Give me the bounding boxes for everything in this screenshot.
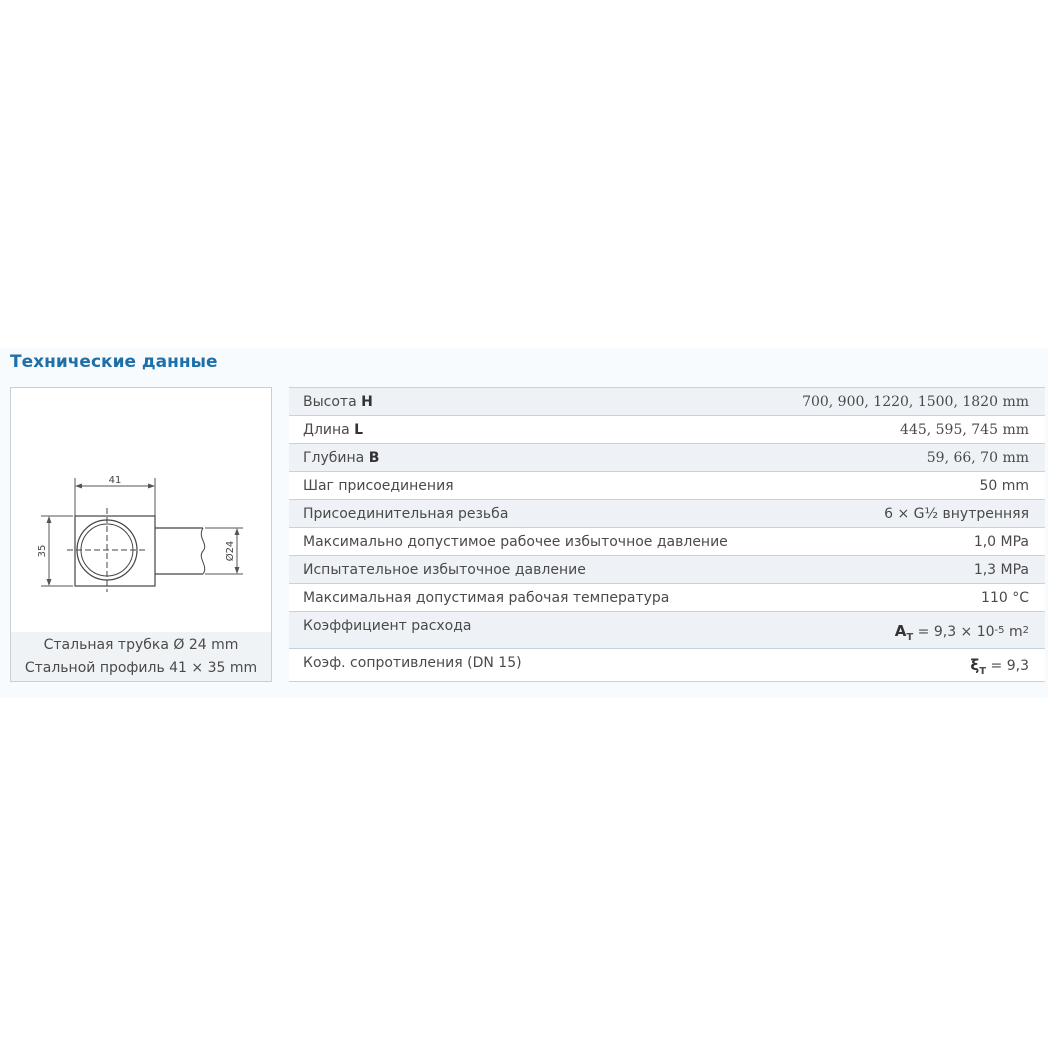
caption-tube: Стальная трубка Ø 24 mm	[43, 637, 239, 653]
spec-label: Коэффициент расхода	[303, 618, 472, 634]
caption-profile: Стальной профиль 41 × 35 mm	[24, 660, 258, 676]
spec-row-max-pressure	[289, 528, 1045, 556]
dim-height-arrow-top	[47, 516, 52, 523]
spec-value: 50 mm	[979, 478, 1029, 494]
spec-label: Присоединительная резьба	[303, 506, 509, 522]
spec-label: Максимально допустимое рабочее избыточное давление	[303, 534, 728, 550]
flow-symbol-sub: T	[906, 632, 914, 643]
profile-caption	[11, 632, 271, 681]
spec-row-height	[289, 388, 1045, 416]
spec-value: 110 °C	[981, 590, 1029, 606]
spec-value: 445, 595, 745 mm	[900, 422, 1029, 438]
spec-value: 1,0 MPa	[973, 534, 1029, 550]
tube-break-line	[201, 528, 204, 574]
spec-table	[289, 387, 1045, 682]
spec-value: 6 × G½ внутренняя	[884, 506, 1029, 522]
dim-height-label: 35	[37, 544, 48, 558]
dim-diameter-arrow-top	[235, 528, 240, 535]
spec-label: Максимальная допустимая рабочая температура	[303, 590, 670, 606]
spec-value: 1,3 MPa	[973, 562, 1029, 578]
dim-diameter-label: Ø24	[225, 540, 236, 562]
spec-symbol: H	[361, 394, 373, 410]
spec-value: $A_T = 9,3 \times 10^{-5}$ $m^2$	[894, 622, 1029, 643]
dim-width-arrow-left	[75, 484, 82, 489]
spec-label: Коэф. сопротивления (DN 15)	[303, 655, 522, 671]
spec-row-pitch	[289, 472, 1045, 500]
flow-exponent: -5	[994, 625, 1005, 636]
spec-value: 700, 900, 1220, 1500, 1820 mm	[802, 394, 1029, 410]
spec-label: Высота H	[303, 394, 373, 410]
dim-height-arrow-bottom	[47, 579, 52, 586]
dim-diameter-arrow-bottom	[235, 567, 240, 574]
spec-row-test-pressure	[289, 556, 1045, 584]
spec-row-resistance	[289, 649, 1045, 682]
spec-label: Глубина B	[303, 450, 380, 466]
spec-row-max-temp	[289, 584, 1045, 612]
spec-value: 59, 66, 70 mm	[926, 450, 1029, 466]
spec-label: Длина L	[303, 422, 364, 438]
spec-value: $\xi_T = 9,3$	[970, 656, 1029, 677]
resist-symbol: ξ	[970, 656, 980, 674]
spec-label: Испытательное избыточное давление	[303, 562, 586, 578]
spec-row-thread	[289, 500, 1045, 528]
spec-row-flow-coefficient	[289, 612, 1045, 649]
spec-row-depth	[289, 444, 1045, 472]
flow-unit-exponent: 2	[1022, 625, 1029, 636]
flow-symbol: A	[894, 622, 907, 640]
section-title: Технические данные	[10, 352, 218, 372]
spec-symbol: B	[368, 450, 380, 466]
dim-width-arrow-right	[148, 484, 155, 489]
profile-cross-section-diagram	[11, 388, 271, 632]
dim-width-label: 41	[108, 475, 122, 486]
profile-figure	[10, 387, 272, 682]
profile-drawing	[11, 388, 271, 632]
spec-symbol: L	[354, 422, 364, 438]
resist-symbol-sub: T	[979, 666, 987, 677]
spec-row-length	[289, 416, 1045, 444]
profile-outline	[75, 516, 155, 586]
spec-label: Шаг присоединения	[303, 478, 454, 494]
